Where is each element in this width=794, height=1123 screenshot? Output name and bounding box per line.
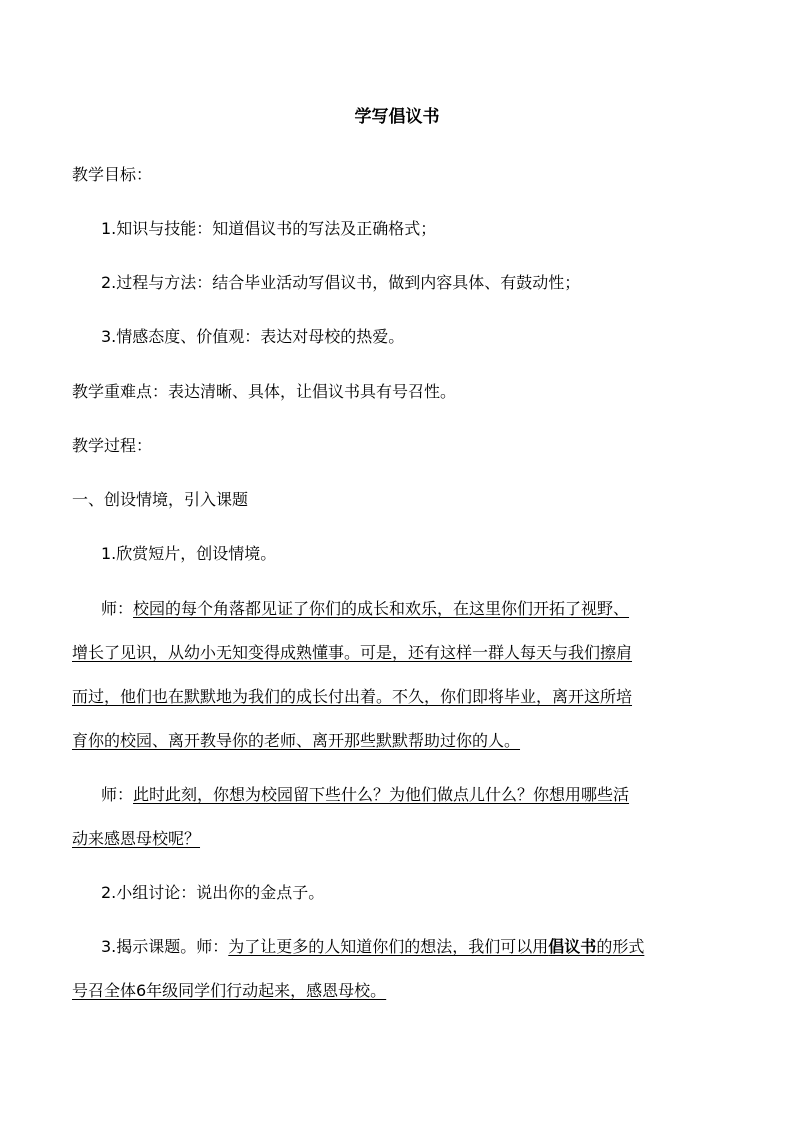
key-points: 教学重难点：表达清晰、具体，让倡议书具有号召性。 (72, 382, 457, 401)
speech-text: 而过，他们也在默默地为我们的成长付出着。不久，你们即将毕业，离开这所培 (72, 687, 633, 706)
document-title: 学写倡议书 (354, 107, 440, 127)
emphasis-text: 倡议书 (548, 937, 597, 956)
teacher-speech-1-line-4 (72, 731, 520, 751)
process-heading: 教学过程： (72, 436, 153, 455)
teacher-speech-2-line-1 (101, 785, 629, 805)
speech-text: 为了让更多的人知道你们的想法，我们可以用 (228, 937, 549, 956)
step-3-line-1 (101, 937, 644, 957)
objective-3: 3.情感态度、价值观：表达对母校的热爱。 (101, 327, 405, 346)
teacher-speech-1-line-2 (72, 643, 632, 663)
teacher-speech-1-line-3 (72, 687, 632, 707)
step-2: 2.小组讨论：说出你的金点子。 (101, 883, 325, 902)
speech-text: 动来感恩母校呢？ (72, 829, 201, 848)
speech-text: 的形式 (596, 937, 645, 956)
speaker-label: 师： (101, 785, 134, 804)
teacher-speech-2-line-2 (72, 829, 200, 849)
speech-text: 校园的每个角落都见证了你们的成长和欢乐，在这里你们开拓了视野、 (133, 599, 630, 618)
speech-text: 育你的校园、离开教导你的老师、离开那些默默帮助过你的人。 (72, 731, 521, 750)
teacher-speech-1-line-1 (101, 599, 629, 619)
speech-text: 号召全体6年级同学们行动起来，感恩母校。 (72, 981, 387, 1000)
step-1: 1.欣赏短片，创设情境。 (101, 544, 277, 563)
objective-1: 1.知识与技能：知道倡议书的写法及正确格式； (101, 219, 437, 238)
objectives-heading: 教学目标： (72, 165, 153, 184)
section-1-heading: 一、创设情境，引入课题 (72, 490, 249, 509)
speaker-label: 师： (101, 599, 134, 618)
step-3-line-2 (72, 981, 386, 1001)
speech-text: 此时此刻，你想为校园留下些什么？为他们做点儿什么？你想用哪些活 (133, 785, 630, 804)
objective-2: 2.过程与方法：结合毕业活动写倡议书，做到内容具体、有鼓动性； (101, 273, 581, 292)
step-3-prefix: 3.揭示课题。师： (101, 937, 229, 956)
speech-text: 增长了见识，从幼小无知变得成熟懂事。可是，还有这样一群人每天与我们擦肩 (72, 643, 633, 662)
